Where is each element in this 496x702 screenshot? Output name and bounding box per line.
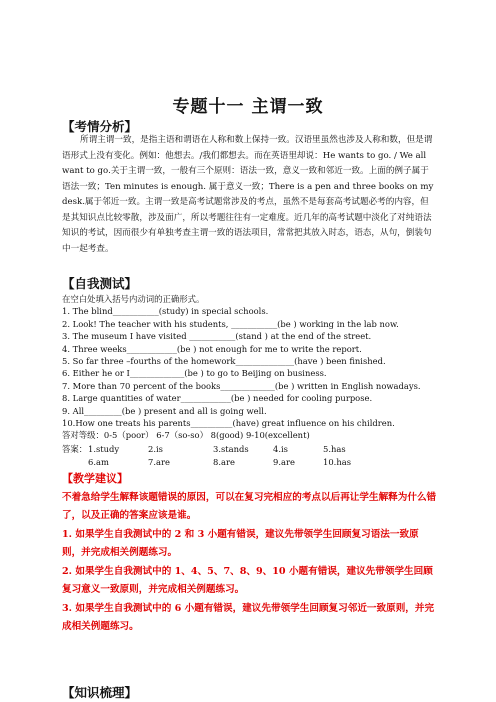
question-item: 1. The blind___________(study) in special schools. [62,306,269,317]
teaching-advice [62,470,437,637]
question-item: 3. The museum I have visited ___________(stand ) at the end of the street. [62,331,372,342]
question-item: 10.How one treats his parents__________(have) great influence on his children. [62,418,395,429]
analysis-paragraph [62,133,436,257]
question-item: 9. All_________(be ) present and all is going well. [62,405,267,416]
page-title: 专题十一 主谓一致 [172,97,324,117]
knowledge-heading: 【知识梳理】 [62,685,138,700]
question-item: 2. Look! The teacher with his students, ___________(be ) working in the lab now. [62,318,399,329]
analysis-heading: 【考情分析】 [62,119,138,134]
answer: 7.are [148,457,170,467]
answer: 4.is [273,444,288,454]
advice-line: 3. 如果学生自我测试中的 6 小题有错误，建议先带领学生回顾复习邻近一致原则，并完成相关例题练习。 [62,602,435,632]
answer: 3.stands [213,444,249,454]
advice-line: 1. 如果学生自我测试中的 2 和 3 小题有错误，建议先带领学生回顾复习语法一致原则，并完成相关例题练习。 [62,528,419,558]
self-test-heading: 【自我测试】 [62,276,138,291]
analysis-text: 所谓主谓一致，是指主语和谓语在人称和数上保持一致。汉语里虽然也涉及人称和数，但是谓语形式上没有变化。例如：他想去。/我们都想去。而在英语里却说：He wants to go. / We all want to go.关于主谓一致，一般有三个原则：语法一致，意义一致和邻近一致。上面的例子属于语法一致；Ten minutes is enough. 属于意义一致；There is a pen and three books on my desk.属于邻近一致。主谓一致是高考试题常涉及的考点，虽然不是每套高考试题必考的内容，但是其知识点比较零散，涉及面广，所以考题往往有一定难度。近几年的高考试题中淡化了对纯语法知识的考试，因而很少有单独考查主谓一致的语法项目，常常把其放入时态，语态，从句，倒装句中一起考查。 [62,135,434,254]
question-item: 6. Either he or I_____________(be ) to go to Beijing on business. [62,368,327,379]
advice-line: 不着急给学生解释该题错误的原因，可以在复习完相应的考点以后再让学生解释为什么错了，以及正确的答案应该是谁。 [62,491,437,521]
answer: 1.study [88,444,120,454]
question-item: 7. More than 70 percent of the books_____________(be ) written in English nowadays. [62,380,421,391]
self-test-questions [62,293,442,442]
question-item: 5. So far three –fourths of the homework______________(have ) been finished. [62,356,386,367]
question-item: 8. Large quantities of water____________(be ) needed for cooling purpose. [62,393,373,404]
answer: 5.has [323,444,346,454]
answer: 6.am [88,457,109,467]
advice-line: 2. 如果学生自我测试中的 1、4、5、7、8、9、10 小题有错误，建议先带领学生回顾复习意义一致原则，并完成相关例题练习。 [62,565,433,595]
answer: 10.has [323,457,352,467]
self-test-intro: 在空白处填入括号内动词的正确形式。 [62,294,205,304]
question-item: 4. Three weeks____________(be ) not enough for me to write the report. [62,343,362,354]
answer: 9.are [273,457,295,467]
answers-label: 答案： [62,444,88,454]
answer: 8.are [213,457,235,467]
grading-scale: 答对等级：0-5（poor） 6-7（so-so） 8(good) 9-10(excellent) [62,430,310,441]
answer: 2.is [148,444,163,454]
answers-block [62,443,442,469]
advice-heading: 【教学建议】 [62,472,128,485]
